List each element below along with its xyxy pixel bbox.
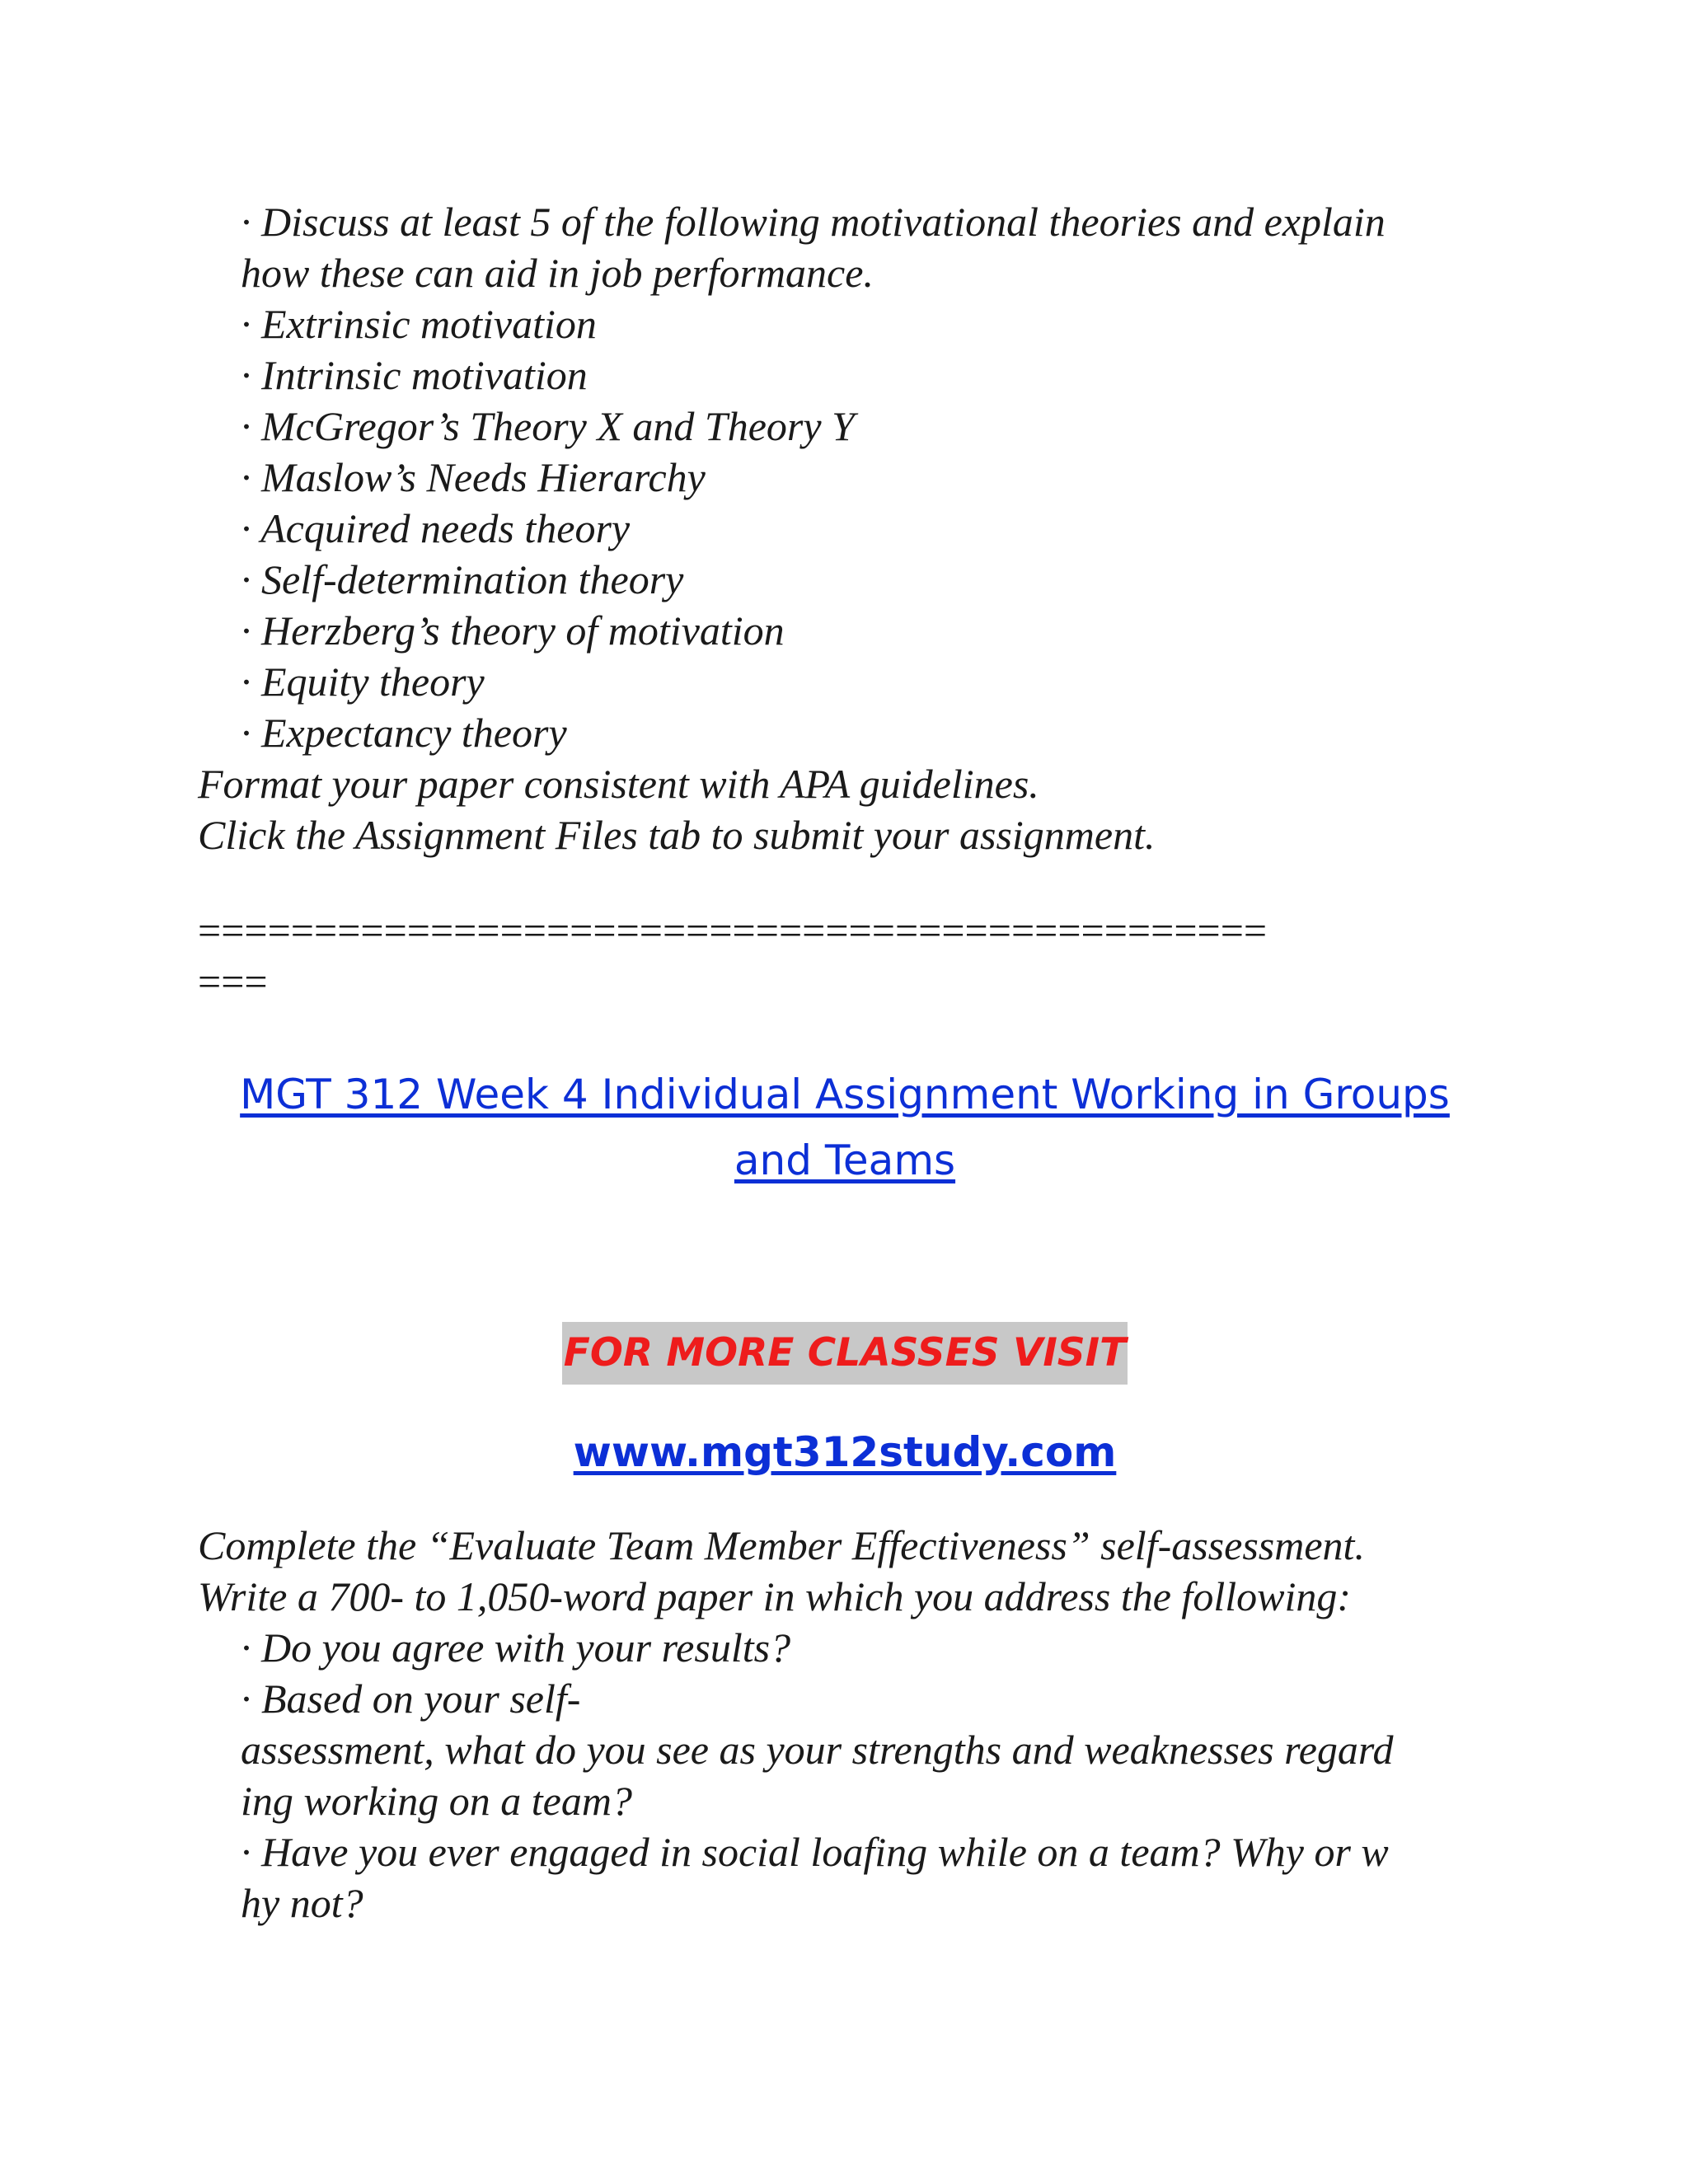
promo-text: FOR MORE CLASSES VISIT	[562, 1322, 1128, 1385]
theory-item: · Expectancy theory	[241, 710, 567, 756]
instruction-line-2: Write a 700- to 1,050-word paper in which you address the following:	[198, 1573, 1351, 1619]
format-instruction: Format your paper consistent with APA guidelines.	[198, 761, 1039, 807]
theory-item: · Self-determination theory	[241, 556, 684, 602]
assignment-title-link[interactable]	[198, 1062, 1492, 1193]
assignment-title-line-2[interactable]: and Teams	[734, 1137, 956, 1184]
question-item-continued: assessment, what do you see as your strengths and weaknesses regard	[241, 1727, 1394, 1773]
intro-line-1: · Discuss at least 5 of the following motivational theories and explain	[241, 199, 1386, 245]
question-item: · Have you ever engaged in social loafing while on a team? Why or w	[241, 1829, 1389, 1875]
theory-item: · Herzberg’s theory of motivation	[241, 607, 785, 654]
theory-item: · Acquired needs theory	[241, 505, 631, 551]
theory-item: · McGregor’s Theory X and Theory Y	[241, 403, 855, 449]
question-item-continued: hy not?	[241, 1880, 363, 1926]
website-link[interactable]: www.mgt312study.com	[573, 1428, 1117, 1476]
question-item: · Based on your self-	[241, 1675, 581, 1722]
submit-instruction: Click the Assignment Files tab to submit your assignment.	[198, 812, 1156, 858]
team-effectiveness-section	[198, 1520, 1533, 1929]
theory-item: · Equity theory	[241, 658, 485, 705]
theory-item: · Extrinsic motivation	[241, 301, 597, 347]
separator-line-2: ===	[198, 958, 268, 1005]
theory-item: · Intrinsic motivation	[241, 352, 588, 398]
website-link-container	[198, 1423, 1492, 1481]
question-item: · Do you agree with your results?	[241, 1624, 791, 1671]
intro-line-2: how these can aid in job performance.	[241, 250, 874, 296]
question-item-continued: ing working on a team?	[241, 1778, 632, 1824]
theory-item: · Maslow’s Needs Hierarchy	[241, 454, 706, 500]
separator	[198, 905, 1267, 1007]
motivational-theories-section	[198, 196, 1517, 860]
assignment-title-line-1[interactable]: MGT 312 Week 4 Individual Assignment Working in Groups	[240, 1071, 1450, 1118]
promo-banner	[198, 1322, 1492, 1385]
separator-line-1: ==============================================	[198, 907, 1268, 954]
instruction-line-1: Complete the “Evaluate Team Member Effectiveness” self-assessment.	[198, 1522, 1365, 1568]
